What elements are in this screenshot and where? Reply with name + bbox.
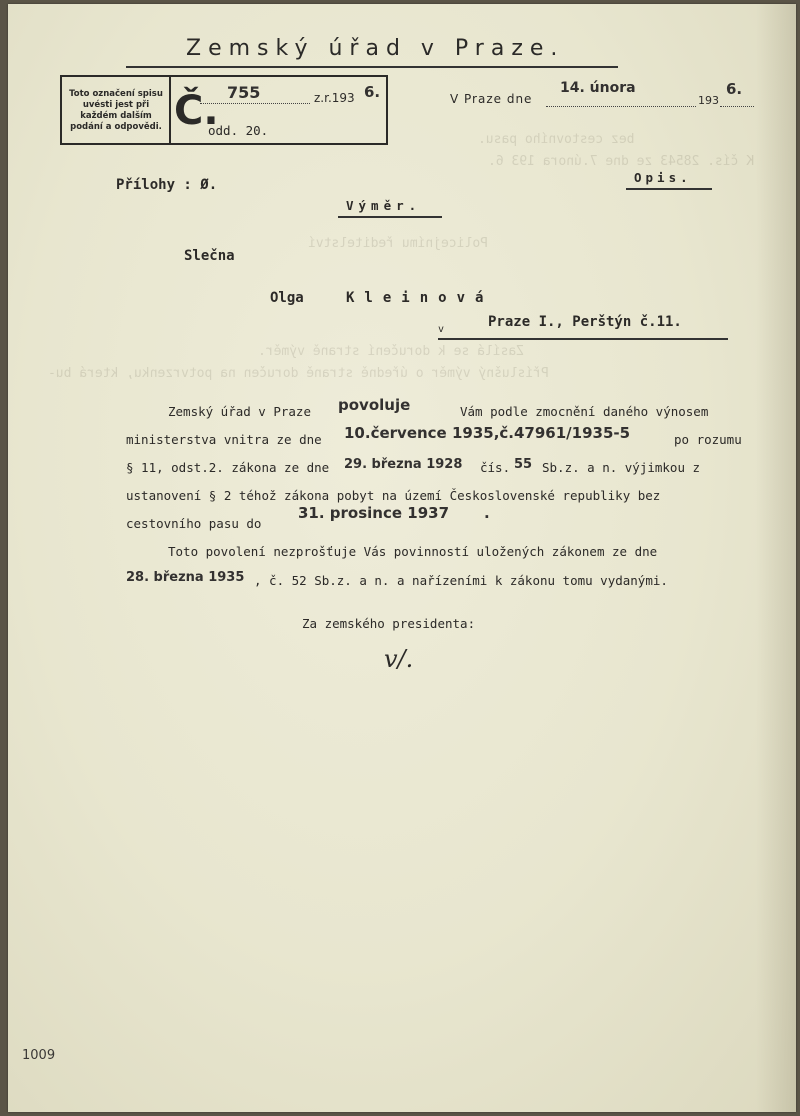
bleed-through: bez cestovního pasu. (478, 132, 635, 147)
bleed-through: Zasílá se k doručení straně výměr. (258, 344, 525, 359)
copy-mark: Opis. (634, 170, 692, 185)
p1-line3-cis: čís. (480, 460, 511, 475)
p1-line5-text: cestovního pasu do (126, 516, 262, 531)
reference-dotline (200, 103, 310, 104)
p1-line5-period: . (484, 504, 490, 522)
reference-symbol: Č. (174, 88, 219, 134)
bleed-through: K čís. 28543 ze dne 7.února 193 6. (488, 154, 755, 169)
date-year-prefix: 193 (698, 94, 719, 107)
document-type: Výměr. (346, 198, 422, 213)
reference-department: odd. 20. (208, 123, 269, 138)
office-header: Zemský úřad v Praze. (186, 36, 565, 61)
addressee-surname: Kleinová (346, 290, 494, 306)
p1-line1-tail: Vám podle zmocnění daného výnosem (460, 404, 709, 419)
p1-line1-text: Zemský úřad v Praze (168, 404, 311, 419)
p2-line2-tail: , č. 52 Sb.z. a n. a nařízeními k zákonu tomu vydanými. (254, 573, 668, 588)
bleed-through: Příslušný výměr o úředně straně doručen na potvrzenku, která bu- (48, 366, 549, 381)
closing-line: Za zemského presidenta: (302, 616, 476, 631)
reference-note: Toto označení spisu uvésti jest při každém dalším podání a odpovědi. (69, 89, 163, 132)
p1-line4-text: ustanovení § 2 téhož zákona pobyt na území Československé republiky bez (126, 488, 661, 503)
p2-line1-text: Toto povolení nezprošťuje Vás povinností uložených zákonem ze dne (168, 544, 658, 559)
date-dotline (546, 106, 696, 107)
copy-underline (626, 188, 712, 190)
header-rule (126, 66, 618, 68)
date-year-digit: 6. (726, 80, 743, 98)
reference-year-prefix: z.r.193 (314, 91, 355, 105)
p1-line3-text: § 11, odst.2. zákona ze dne (126, 460, 330, 475)
p1-line3-date: 29. března 1928 (344, 457, 463, 472)
address-prefix: v (438, 324, 445, 335)
year-dotline (720, 106, 754, 107)
p1-line2-insert: 10.července 1935,č.47961/1935-5 (344, 424, 631, 442)
p1-line2-text: ministerstva vnitra ze dne (126, 432, 322, 447)
salutation: Slečna (184, 248, 235, 264)
p1-line1-insert: povoluje (338, 396, 411, 414)
reference-divider (169, 77, 171, 143)
attachments: Přílohy : Ø. (116, 177, 218, 193)
p1-line3-number: 55 (514, 457, 533, 472)
reference-box (60, 75, 388, 145)
reference-number: 755 (227, 83, 261, 102)
bleed-through: Policejnímu ředitelství (308, 236, 489, 251)
place-label: V Praze dne (450, 92, 533, 106)
p1-line5-insert: 31. prosince 1937 (298, 504, 450, 522)
address-rule (438, 338, 728, 340)
signature-mark: v/. (384, 645, 414, 673)
addressee-first-name: Olga (270, 290, 304, 306)
addressee-address: Praze I., Perštýn č.11. (488, 314, 682, 330)
folio-number: 1009 (22, 1048, 56, 1063)
document-page (8, 4, 796, 1112)
p1-line2-tail: po rozumu (674, 432, 742, 447)
p2-line2-date: 28. března 1935 (126, 570, 245, 585)
handwritten-date: 14. února (560, 80, 636, 96)
reference-year-digit: 6. (364, 83, 381, 101)
document-type-underline (338, 216, 442, 218)
p1-line3-tail: Sb.z. a n. výjimkou z (542, 460, 701, 475)
